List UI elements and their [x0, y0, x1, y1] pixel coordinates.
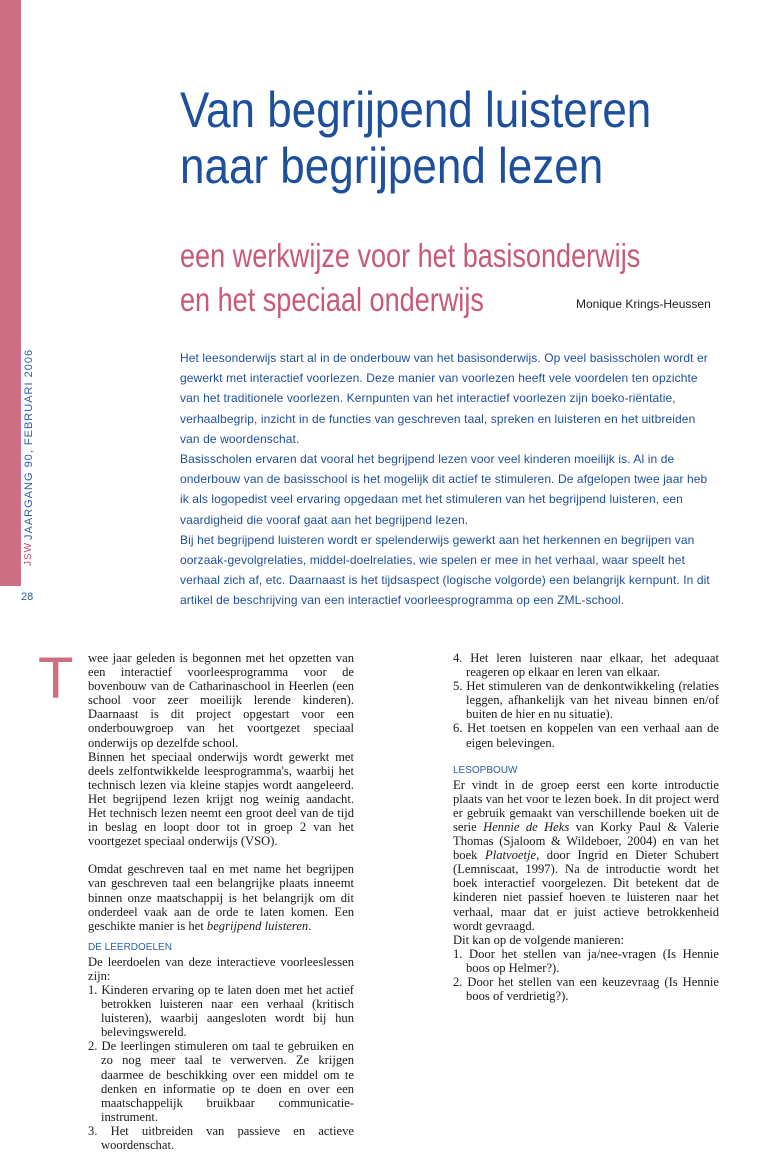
title-line-1: Van begrijpend luisteren: [180, 82, 652, 138]
book-title-platvoetje: Platvoetje: [485, 848, 537, 863]
goal-item: 5. Het stimuleren van de denkontwikkeling (relaties leggen, afhankelijk van het niveau binnen en/of buiten de hier en nu situatie).: [453, 679, 719, 722]
body-paragraph-3: [88, 862, 354, 932]
section-heading-leerdoelen: DE LEERDOELEN: [88, 941, 172, 953]
lesson-text-c: , door Ingrid en Dieter Schubert (Lemniscaat, 1997). Na de introductie wordt het boek interactief voorgelezen. Dit betekent dat de kinderen niet passief hoeven te luisteren naar het verhaal, maar dat er juist actieve betrokkenheid wordt gevraagd.: [453, 848, 719, 933]
lesson-paragraph-1: [453, 778, 719, 933]
subtitle-line-2: en het speciaal onderwijs: [180, 281, 484, 318]
issue-info: JAARGANG 90, FEBRUARI 2006: [23, 348, 35, 540]
journal-name: JSW: [23, 541, 34, 566]
body-paragraph-3-text: Omdat geschreven taal en met name het begrijpen van geschreven taal een belangrijke plaats inneemt binnen onze maatschappij is het belangrijk om dit onderdeel vaak aan de orde te laten komen. Een geschikte manier is het: [88, 862, 354, 933]
body-paragraph-2: Binnen het speciaal onderwijs wordt gewerkt met deels zelfontwikkelde leesprogramma's, waarbij het technisch lezen via kleine stapjes wordt aangeleerd. Het begrijpend lezen krijgt nog weinig aandacht. Het technisch lezen neemt een groot deel van de tijd in beslag en loopt door tot in groep 2 van het voortgezet speciaal onderwijs (VSO).: [88, 749, 354, 849]
book-title-hennie: Hennie de Heks: [483, 819, 570, 834]
author-name: Monique Krings-Heussen: [576, 297, 711, 311]
intro-paragraph-3: Bij het begrijpend luisteren wordt er spelenderwijs gewerkt aan het herkennen en begrijpen van oorzaak-gevolgrelaties, middel-doelrelaties, wie spelen er mee in het verhaal, waar speelt het verhaal zich af, etc. Daarnaast is het tijdsaspect (logische volgorde) een belangrijk kernpunt. In dit artikel de beschrijving van een interactief voorleesprogramma op een ZML-school.: [180, 532, 710, 608]
intro-paragraph-1: Het leesonderwijs start al in de onderbouw van het basisonderwijs. Op veel basisscholen wordt er gewerkt met interactief voorlezen. Deze manier van voorlezen heeft vele voordelen ten opzichte van het traditionele voorlezen. Kernpunten van het interactief voorlezen zijn boeko-riëntatie, verhaalbegrip, inzicht in de functies van geschreven taal, spreken en luisteren en het uitbreiden van de woordenschat.: [180, 351, 708, 446]
goal-item: 2. De leerlingen stimuleren om taal te gebruiken en zo nog meer taal te verwerven. Ze krijgen daarmee de beschikking over een middel om te denken en informatie op te doen en over een maatschappelijk bruikbaar communicatie-instrument.: [88, 1039, 354, 1124]
manner-item: 1. Door het stellen van ja/nee-vragen (Is Hennie boos op Helmer?).: [453, 946, 719, 975]
intro-block: [180, 348, 710, 611]
goals-list-continued: [453, 651, 719, 750]
title-line-2: naar begrijpend lezen: [180, 138, 604, 194]
paragraph-gap: [88, 848, 354, 862]
body-column-right: [453, 651, 719, 1003]
sidebar-color-bar: [0, 0, 21, 566]
body-column-left: [88, 651, 354, 1152]
article-title: [180, 82, 673, 194]
intro-paragraph-2: Basisscholen ervaren dat vooral het begrijpend lezen voor veel kinderen moeilijk is. Al in de onderbouw van de basisschool is het mogelijk dit actief te stimuleren. De afgelopen twee jaar heb ik als logopedist veel ervaring opgedaan met het stimuleren van het begrijpend luisteren, een vaardigheid die vooraf gaat aan het begrijpend lezen.: [180, 452, 708, 527]
lesson-paragraph-2: Dit kan op de volgende manieren:: [453, 932, 625, 947]
drop-cap: T: [38, 646, 74, 711]
article-subtitle: [180, 234, 640, 322]
body-paragraph-3-end: .: [308, 918, 312, 933]
manner-item: 2. Door het stellen van een keuzevraag (Is Hennie boos of verdrietig?).: [453, 974, 719, 1004]
goal-item: 3. Het uitbreiden van passieve en actieve woordenschat.: [88, 1123, 354, 1152]
manners-list: [453, 947, 719, 1003]
page-number: 28: [21, 591, 34, 603]
goals-list: [88, 983, 354, 1152]
goal-item: 1. Kinderen ervaring op te laten doen met het actief betrokken luisteren naar een verhaal (kritisch luisteren), waarbij aangesloten wordt bij hun belevingswereld.: [88, 982, 354, 1040]
goal-item: 4. Het leren luisteren naar elkaar, het adequaat reageren op elkaar en leren van elkaar.: [453, 651, 719, 680]
section-heading-lesopbouw: LESOPBOUW: [453, 764, 518, 776]
lesson-text-a: Er vindt in de groep eerst een korte introductie plaats van het voor te lezen boek. In dit project werd er gebruik gemaakt van verschillende boeken uit de serie: [453, 777, 719, 834]
sidebar-color-bar-lower: [0, 566, 21, 586]
lesson-text-b: van Korky Paul & Valerie Thomas (Sjaloom & Wildeboer, 2004) en van het boek: [453, 819, 719, 863]
body-paragraph-1: wee jaar geleden is begonnen met het opzetten van een interactief voorleesprogramma voor de bovenbouw van de Catharinaschool in Heerlen (een school voor zeer moeilijk lerende kinderen). Daarnaast is dit project opgestart voor een onderbouwgroep van het voortgezet speciaal onderwijs op dezelfde school.: [88, 651, 354, 750]
goal-item: 6. Het toetsen en koppelen van een verhaal aan de eigen belevingen.: [453, 721, 719, 750]
subtitle-line-1: een werkwijze voor het basisonderwijs: [180, 237, 641, 274]
body-paragraph-3-emphasis: begrijpend luisteren: [206, 918, 309, 933]
goals-intro: De leerdoelen van deze interactieve voorleeslessen zijn:: [88, 954, 354, 983]
